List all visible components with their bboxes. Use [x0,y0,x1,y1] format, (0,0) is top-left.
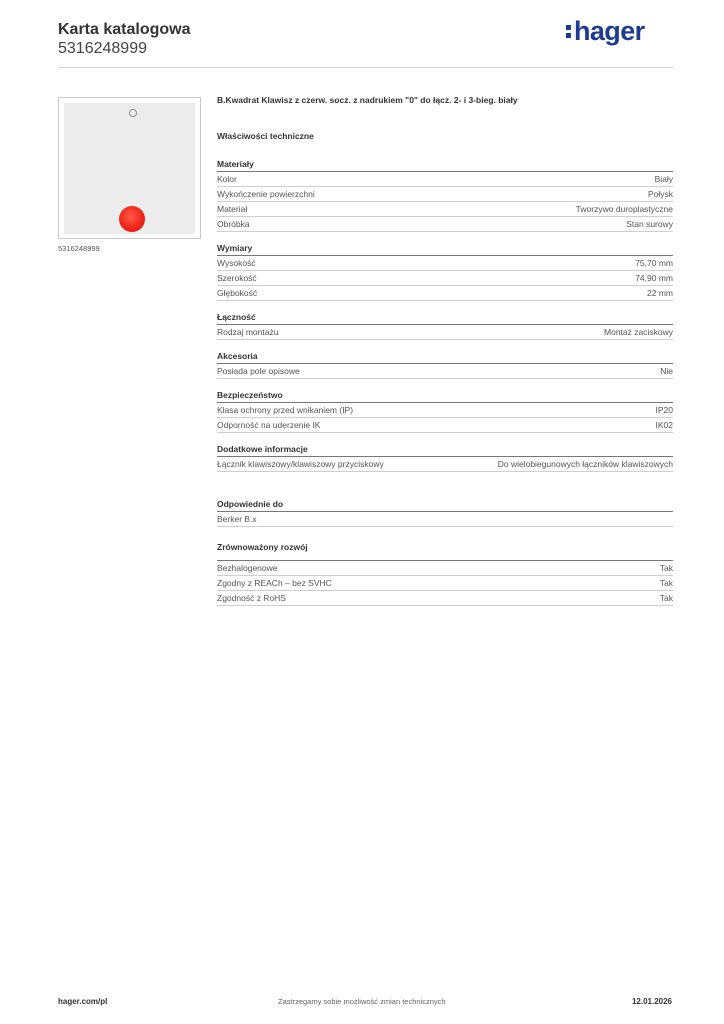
section-title: Akcesoria [217,350,673,364]
spec-label: Rodzaj montażu [217,327,279,337]
section-title: Odpowiednie do [217,498,673,512]
section-title: Zrównoważony rozwój [217,542,308,552]
page-title: Karta katalogowa [58,21,191,38]
spec-value: Nie [660,366,673,376]
spec-label: Kolor [217,174,237,184]
spec-value: Stan surowy [626,219,673,229]
spec-label: Klasa ochrony przed wnikaniem (IP) [217,405,354,415]
spec-label: Berker B.x [217,514,257,524]
header-divider [58,67,673,68]
spec-label: Materiał [217,204,248,214]
spec-value: Tak [659,563,673,573]
spec-value: Do wielobiegunowych łączników klawiszowych [497,459,673,469]
spec-row [217,577,673,591]
spec-section [217,311,673,340]
spec-value: Tak [659,578,673,588]
spec-value: Połysk [647,189,673,199]
section-title: Materiały [217,158,673,172]
section-title: Dodatkowe informacje [217,443,673,457]
spec-row [217,458,673,472]
spec-row [217,562,673,576]
spec-content [217,92,673,616]
logo-text: hager [574,16,645,46]
product-description: B.Kwadrat Klawisz z czerw. socz. z nadrukiem "0" do łącz. 2- i 3-bieg. biały [217,95,518,105]
spec-row [217,365,673,379]
spec-label: Wysokość [217,258,256,268]
spec-row [217,287,673,301]
spec-label: Odporność na uderzenie IK [217,420,321,430]
product-image-caption: 5316248999 [58,244,100,253]
spec-sections [217,158,673,472]
spec-row [217,203,673,217]
spec-value: Montaż zaciskowy [604,327,673,337]
spec-value: Tworzywo duroplastyczne [575,204,673,214]
spec-label: Wykończenie powierzchni [217,189,315,199]
spec-value: IK02 [655,420,673,430]
spec-row [217,188,673,202]
spec-label: Zgodność z RoHS [217,593,286,603]
spec-label: Bezhalogenowe [217,563,278,573]
red-lens-icon [119,206,145,232]
spec-value: 74,90 mm [635,273,673,283]
spec-label: Łącznik klawiszowy/klawiszowy przyciskowy [217,459,384,469]
logo-dots-icon [566,23,572,39]
spec-row [217,513,673,527]
section-title: Wymiary [217,242,673,256]
footer-date: 12.01.2026 [631,997,672,1006]
spec-row [217,404,673,418]
spec-row [217,419,673,433]
technical-properties-heading: Właściwości techniczne [217,131,314,141]
suitable-section [217,498,673,527]
spec-label: Zgodny z REACh – bez SVHC [217,578,332,588]
section-rule [217,554,673,561]
spec-value: Biały [654,174,673,184]
indicator-hole-icon [129,109,137,117]
section-title: Łączność [217,311,673,325]
spec-section [217,443,673,472]
spec-section [217,389,673,433]
spec-section [217,242,673,301]
footer-website-link[interactable]: hager.com/pl [58,997,108,1006]
spec-label: Szerokość [217,273,257,283]
footer-disclaimer: Zastrzegamy sobie możliwość zmian technicznych [278,997,446,1006]
rocker-plate [64,103,195,234]
spec-section [217,158,673,232]
spec-row [217,173,673,187]
spec-value: IP20 [655,405,673,415]
spec-label: Głębokość [217,288,258,298]
product-image [58,97,201,239]
sustainability-section [217,541,673,606]
spec-label: Posiada pole opisowe [217,366,300,376]
spec-row [217,592,673,606]
spec-row [217,257,673,271]
spec-label: Obróbka [217,219,250,229]
section-title: Bezpieczeństwo [217,389,673,403]
spec-value: 75,70 mm [635,258,673,268]
spec-row [217,326,673,340]
catalog-number: 5316248999 [58,40,147,57]
spec-value: 22 mm [647,288,673,298]
spec-value: Tak [659,593,673,603]
spec-row [217,272,673,286]
spec-row [217,218,673,232]
hager-logo [566,16,645,47]
spec-section [217,350,673,379]
